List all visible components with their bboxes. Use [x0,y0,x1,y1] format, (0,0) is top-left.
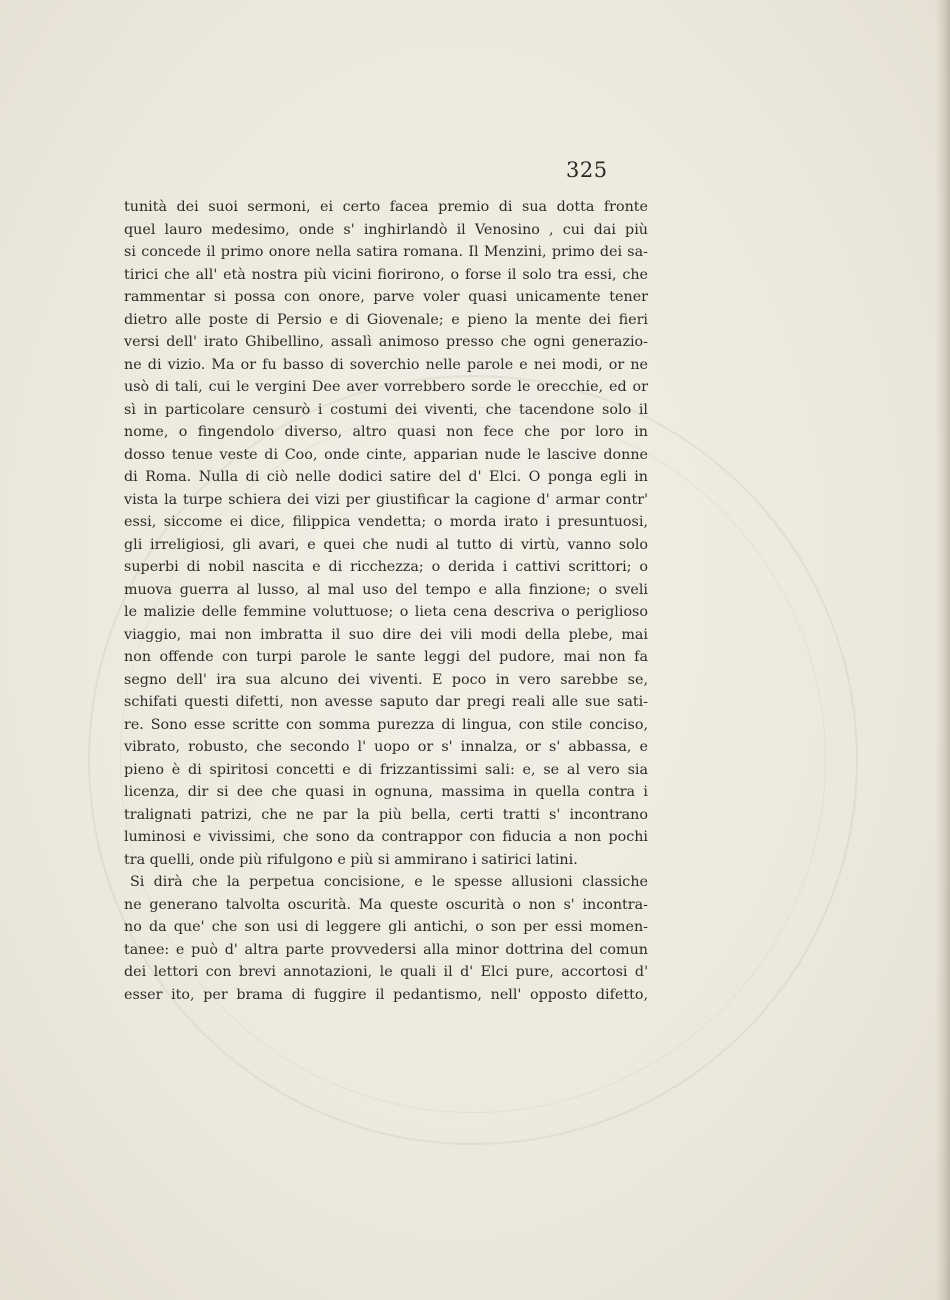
text-line: si concede il primo onore nella satira romana. Il Menzini, primo dei sa- [124,244,648,260]
text-line: non offende con turpi parole le sante leggi del pudore, mai non fa [124,649,648,665]
text-line: tanee: e può d' altra parte provvedersi alla minor dottrina del comun [124,941,648,958]
text-line: dosso tenue veste di Coo, onde cinte, apparian nude le lascive donne [124,446,648,463]
text-line: dietro alle poste di Persio e di Giovenale; e pieno la mente dei fieri [124,311,648,328]
text-line: no da que' che son usi di leggere gli antichi, o son per essi momen- [124,919,648,935]
text-line: essi, siccome ei dice, filippica vendetta; o morda irato i presuntuosi, [124,514,648,530]
page-number: 325 [566,158,608,182]
text-line: vibrato, robusto, che secondo l' uopo or s' innalza, or s' abbassa, e [124,739,648,755]
text-line: gli irreligiosi, gli avari, e quei che nudi al tutto di virtù, vanno solo [124,536,648,553]
text-line: viaggio, mai non imbratta il suo dire dei vili modi della plebe, mai [124,626,648,643]
text-line: usò di tali, cui le vergini Dee aver vorrebbero sorde le orecchie, ed or [124,379,648,395]
text-line: tirici che all' età nostra più vicini fiorirono, o forse il solo tra essi, che [124,266,648,283]
text-line: licenza, dir si dee che quasi in ognuna, massima in quella contra i [124,784,648,800]
text-line: tralignati patrizi, che ne par la più bella, certi tratti s' incontrano [124,806,648,823]
text-line: quel lauro medesimo, onde s' inghirlandò il Venosino , cui dai più [124,221,648,238]
text-line: sì in particolare censurò i costumi dei viventi, che tacendone solo il [124,401,648,418]
text-line: tunità dei suoi sermoni, ei certo facea premio di sua dotta fronte [124,199,648,215]
text-line: rammentar si possa con onore, parve voler quasi unicamente tener [124,289,648,305]
text-line: di Roma. Nulla di ciò nelle dodici satire del d' Elci. O ponga egli in [124,469,648,485]
text-line: luminosi e vivissimi, che sono da contrappor con fiducia a non pochi [124,829,648,845]
text-line: le malizie delle femmine voluttuose; o lieta cena descriva o periglioso [124,604,648,620]
body-text [124,196,648,1006]
text-line: superbi di nobil nascita e di ricchezza; o derida i cattivi scrittori; o [124,559,648,575]
text-line: tra quelli, onde più rifulgono e più si ammirano i satirici latini. [124,851,578,868]
text-line: nome, o fingendolo diverso, altro quasi non fece che por loro in [124,424,648,440]
text-line: versi dell' irato Ghibellino, assalì animoso presso che ogni generazio- [124,334,648,350]
text-line: ne generano talvolta oscurità. Ma queste oscurità o non s' incontra- [124,896,648,913]
text-line: dei lettori con brevi annotazioni, le quali il d' Elci pure, accortosi d' [124,964,648,980]
text-line: ne di vizio. Ma or fu basso di soverchio nelle parole e nei modi, or ne [124,356,648,373]
text-line: re. Sono esse scritte con somma purezza di lingua, con stile conciso, [124,716,648,733]
page-edge-shadow [936,0,950,1300]
text-line: vista la turpe schiera dei vizi per giustificar la cagione d' armar contr' [124,491,648,508]
text-line: muova guerra al lusso, al mal uso del tempo e alla finzione; o sveli [124,581,648,598]
text-line: esser ito, per brama di fuggire il pedantismo, nell' opposto difetto, [124,986,648,1003]
text-line: Si dirà che la perpetua concisione, e le spesse allusioni classiche [130,874,648,890]
text-line: pieno è di spiritosi concetti e di frizzantissimi sali: e, se al vero sia [124,761,648,778]
text-line: schifati questi difetti, non avesse saputo dar pregi reali alle sue sati- [124,694,648,710]
text-line: segno dell' ira sua alcuno dei viventi. E poco in vero sarebbe se, [124,671,648,688]
